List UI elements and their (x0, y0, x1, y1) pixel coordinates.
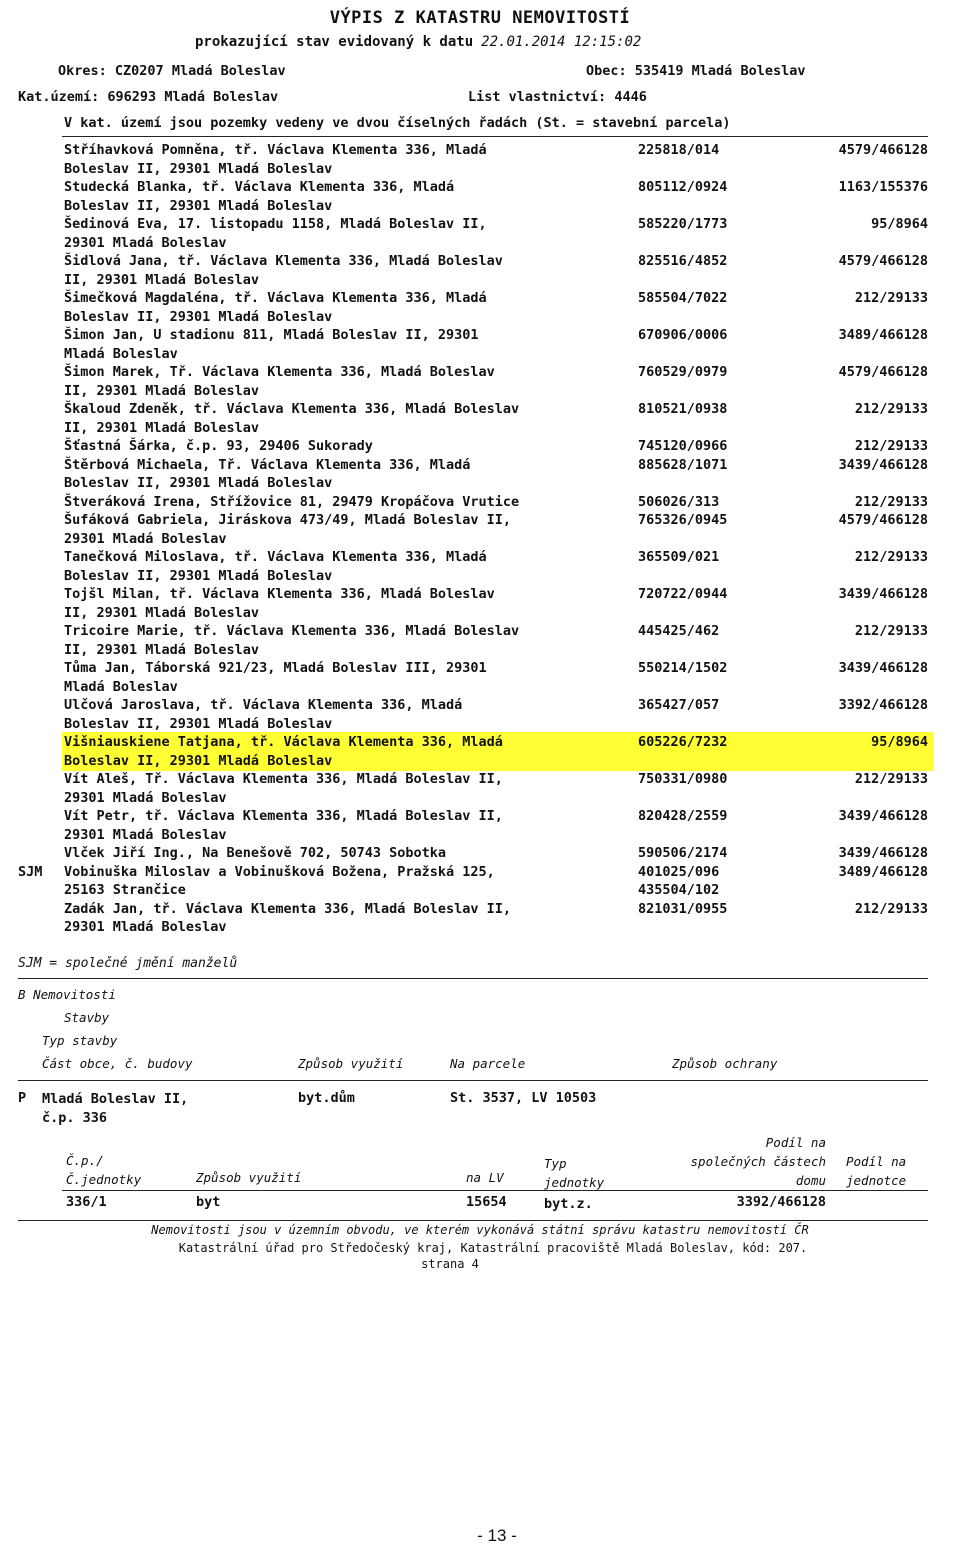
owner-share: 3439/466128 (838, 586, 928, 602)
owner-name: Škaloud Zdeněk, tř. Václava Klementa 336, Mladá Boleslav II, 29301 Mladá Boleslav (64, 401, 520, 436)
owner-row (0, 548, 960, 585)
divider-units (62, 1190, 928, 1191)
owner-share: 4579/466128 (838, 142, 928, 158)
row-prefix: P (18, 1090, 27, 1106)
owner-share: 3439/466128 (838, 456, 928, 473)
divider-top (62, 136, 928, 137)
owner-share: 212/29133 (854, 623, 928, 639)
owner-name: Ulčová Jaroslava, tř. Václava Klementa 336, Mladá Boleslav II, 29301 Mladá Boleslav (64, 697, 463, 732)
owner-id-code: 445425/462 (638, 623, 720, 639)
units-col-typ: Typ jednotky (544, 1156, 605, 1190)
owner-row (0, 770, 960, 807)
owner-id-code: 590506/2174 (638, 845, 728, 861)
owner-id-code: 825516/4852 (638, 253, 728, 269)
owner-id-code: 605226/7232 (638, 734, 728, 750)
owner-id-code: 760529/0979 (638, 364, 728, 380)
owner-row (0, 252, 960, 289)
owner-row (0, 178, 960, 215)
owner-name: Šimečková Magdaléna, tř. Václava Klementa 336, Mladá Boleslav II, 29301 Mladá Boleslav (64, 290, 487, 325)
okres (58, 63, 286, 79)
owner-share: 212/29133 (854, 290, 928, 306)
owner-row (0, 363, 960, 400)
owner-name: Stříhavková Pomněna, tř. Václava Klementa 336, Mladá Boleslav II, 29301 Mladá Boleslav (64, 142, 487, 177)
stavby-label: Stavby (64, 1010, 110, 1025)
owner-row (0, 900, 960, 937)
owner-row (0, 733, 960, 770)
units-col-podil-spol: Podíl na společných částech domu (690, 1135, 826, 1188)
katuzemi-label: Kat.území: (18, 89, 100, 105)
owner-share: 3439/466128 (838, 808, 928, 824)
divider-b (18, 978, 928, 979)
footer-line1: Nemovitosti jsou v územním obvodu, ve kterém vykonává státní správu katastru nemovitostí ČR (151, 1223, 809, 1237)
row-parcele: St. 3537, LV 10503 (450, 1090, 597, 1106)
owner-share: 3489/466128 (838, 327, 928, 343)
owner-row (0, 511, 960, 548)
sjm-note: SJM = společné jmění manželů (18, 956, 238, 971)
owner-share: 4579/466128 (838, 253, 928, 269)
owner-id-code: 765326/0945 (638, 512, 728, 528)
owner-name: Vít Aleš, Tř. Václava Klementa 336, Mladá Boleslav II, 29301 Mladá Boleslav (64, 771, 503, 806)
footer-line3: strana 4 (421, 1257, 479, 1271)
owner-id-code: 821031/0955 (638, 900, 728, 917)
col-zpusob-ochrany: Způsob ochrany (672, 1056, 778, 1071)
owner-name: Vobinuška Miloslav a Vobinušková Božena, Pražská 125, 25163 Strančice (64, 863, 495, 898)
owner-share: 95/8964 (871, 734, 928, 750)
owner-name: Tanečková Miloslava, tř. Václava Klementa 336, Mladá Boleslav II, 29301 Mladá Boleslav (64, 549, 487, 584)
owner-id-code: 401025/096 435504/102 (638, 863, 720, 898)
owner-row (0, 863, 960, 900)
owner-row (0, 696, 960, 733)
owner-row (0, 456, 960, 493)
owner-name: Vlček Jiří Ing., Na Benešově 702, 50743 Sobotka (64, 845, 447, 861)
subtitle-datetime: 22.01.2014 12:15:02 (481, 34, 642, 50)
owner-id-code: 365427/057 (638, 697, 720, 713)
owner-name: Tojšl Milan, tř. Václava Klementa 336, Mladá Boleslav II, 29301 Mladá Boleslav (64, 586, 495, 621)
owner-name: Šťastná Šárka, č.p. 93, 29406 Sukorady (64, 438, 373, 454)
owner-share: 3392/466128 (838, 697, 928, 713)
units-row-cp: 336/1 (66, 1194, 107, 1210)
owner-name: Šimon Jan, U stadionu 811, Mladá Boleslav II, 29301 Mladá Boleslav (64, 327, 479, 362)
owner-id-code: 720722/0944 (638, 586, 728, 602)
okres-value: CZ0207 Mladá Boleslav (114, 63, 286, 79)
owner-id-code: 506026/313 (638, 493, 720, 510)
owner-row (0, 807, 960, 844)
owner-prefix: SJM (18, 863, 43, 880)
units-row-lv: 15654 (466, 1194, 507, 1210)
owner-id-code: 670906/0006 (638, 327, 728, 343)
owner-row (0, 585, 960, 622)
katuzemi-value: 696293 Mladá Boleslav (107, 89, 279, 105)
section-b-heading (18, 987, 116, 1002)
owner-row (0, 326, 960, 363)
owner-name: Štveráková Irena, Střížovice 81, 29479 Kropáčova Vrutice (64, 493, 520, 510)
divider-footer (18, 1220, 928, 1221)
owner-name: Zadák Jan, tř. Václava Klementa 336, Mladá Boleslav II, 29301 Mladá Boleslav (64, 900, 512, 935)
units-col-lv: na LV (466, 1170, 504, 1185)
owner-share: 212/29133 (854, 401, 928, 417)
owner-share: 4579/466128 (838, 364, 928, 380)
owner-row (0, 215, 960, 252)
list-vlastnictvi (468, 89, 647, 105)
units-row-zpusob: byt (196, 1194, 221, 1210)
owner-share: 4579/466128 (838, 512, 928, 528)
divider-b2 (18, 1080, 928, 1081)
owner-id-code: 365509/021 (638, 549, 720, 565)
owner-name: Šidlová Jana, tř. Václava Klementa 336, Mladá Boleslav II, 29301 Mladá Boleslav (64, 253, 503, 288)
owner-id-code: 805112/0924 (638, 179, 728, 195)
owner-share: 95/8964 (871, 216, 928, 232)
row-zpusob: byt.dům (298, 1090, 355, 1106)
owner-name: Šedinová Eva, 17. listopadu 1158, Mladá Boleslav II, 29301 Mladá Boleslav (64, 216, 487, 251)
units-col-podil-jed: Podíl na jednotce (846, 1154, 907, 1188)
owner-id-code: 585504/7022 (638, 290, 728, 306)
owner-share: 3489/466128 (838, 863, 928, 880)
obec-value: 535419 Mladá Boleslav (634, 63, 806, 79)
lv-label: List vlastnictví: (468, 89, 607, 105)
col-cast-obce: Část obce, č. budovy (42, 1056, 193, 1071)
owner-share: 212/29133 (854, 549, 928, 565)
obec (586, 63, 805, 79)
owner-share: 3439/466128 (838, 845, 928, 861)
owner-row (0, 622, 960, 659)
owner-name: Šufáková Gabriela, Jiráskova 473/49, Mladá Boleslav II, 29301 Mladá Boleslav (64, 512, 512, 547)
owner-name: Štěrbová Michaela, Tř. Václava Klementa 336, Mladá Boleslav II, 29301 Mladá Boleslav (64, 456, 471, 491)
kat-uzemi (18, 89, 278, 105)
owner-row (0, 437, 960, 456)
units-col-zpusob: Způsob využití (196, 1170, 302, 1185)
owner-row (0, 400, 960, 437)
owner-share: 1163/155376 (838, 179, 928, 195)
owner-share: 212/29133 (854, 900, 928, 917)
lv-value: 4446 (614, 89, 647, 105)
section-b-letter: B (18, 987, 26, 1002)
owner-share: 3439/466128 (838, 660, 928, 676)
okres-label: Okres: (58, 63, 107, 79)
owner-id-code: 810521/0938 (638, 401, 728, 417)
owner-share: 212/29133 (854, 771, 928, 787)
owner-id-code: 750331/0980 (638, 771, 728, 787)
section-b-title: Nemovitosti (33, 987, 116, 1002)
owner-id-code: 745120/0966 (638, 438, 728, 454)
owner-name: Višniauskiene Tatjana, tř. Václava Klementa 336, Mladá Boleslav II, 29301 Mladá Boleslav (64, 734, 503, 769)
units-row-typ: byt.z. (544, 1196, 593, 1212)
owner-row (0, 659, 960, 696)
row-cast-obce: Mladá Boleslav II, č.p. 336 (42, 1091, 189, 1126)
typ-stavby-label: Typ stavby (42, 1033, 118, 1048)
owner-id-code: 820428/2559 (638, 808, 728, 824)
owner-id-code: 585220/1773 (638, 216, 728, 232)
owner-row (0, 493, 960, 512)
owner-share: 212/29133 (854, 493, 928, 510)
owner-id-code: 550214/1502 (638, 660, 728, 676)
footer-line2: Katastrální úřad pro Středočeský kraj, Katastrální pracoviště Mladá Boleslav, kód: 207. (178, 1241, 808, 1255)
owner-id-code: 225818/014 (638, 142, 720, 158)
owner-name: Vít Petr, tř. Václava Klementa 336, Mladá Boleslav II, 29301 Mladá Boleslav (64, 808, 503, 843)
owner-row (0, 844, 960, 863)
obec-label: Obec: (586, 63, 627, 79)
units-col-cp: Č.p./ Č.jednotky (66, 1153, 142, 1187)
subtitle-label: prokazující stav evidovaný k datu (195, 34, 474, 50)
owner-name: Studecká Blanka, tř. Václava Klementa 336, Mladá Boleslav II, 29301 Mladá Boleslav (64, 179, 455, 214)
owner-id-code: 885628/1071 (638, 456, 728, 473)
note-line: V kat. území jsou pozemky vedeny ve dvou číselných řadách (St. = stavební parcela) (64, 115, 731, 131)
document-title: VÝPIS Z KATASTRU NEMOVITOSTÍ (329, 8, 631, 28)
owner-name: Tricoire Marie, tř. Václava Klementa 336, Mladá Boleslav II, 29301 Mladá Boleslav (64, 623, 520, 658)
owner-name: Tůma Jan, Táborská 921/23, Mladá Boleslav III, 29301 Mladá Boleslav (64, 660, 487, 695)
owner-row (0, 141, 960, 178)
page-number: - 13 - (477, 1526, 517, 1545)
owner-name: Šimon Marek, Tř. Václava Klementa 336, Mladá Boleslav II, 29301 Mladá Boleslav (64, 364, 495, 399)
col-na-parcele: Na parcele (450, 1056, 526, 1071)
owner-row (0, 289, 960, 326)
owner-share: 212/29133 (854, 438, 928, 454)
col-zpusob-vyuziti: Způsob využití (298, 1056, 404, 1071)
document-subtitle (195, 34, 641, 50)
units-row-podil: 3392/466128 (736, 1194, 826, 1210)
